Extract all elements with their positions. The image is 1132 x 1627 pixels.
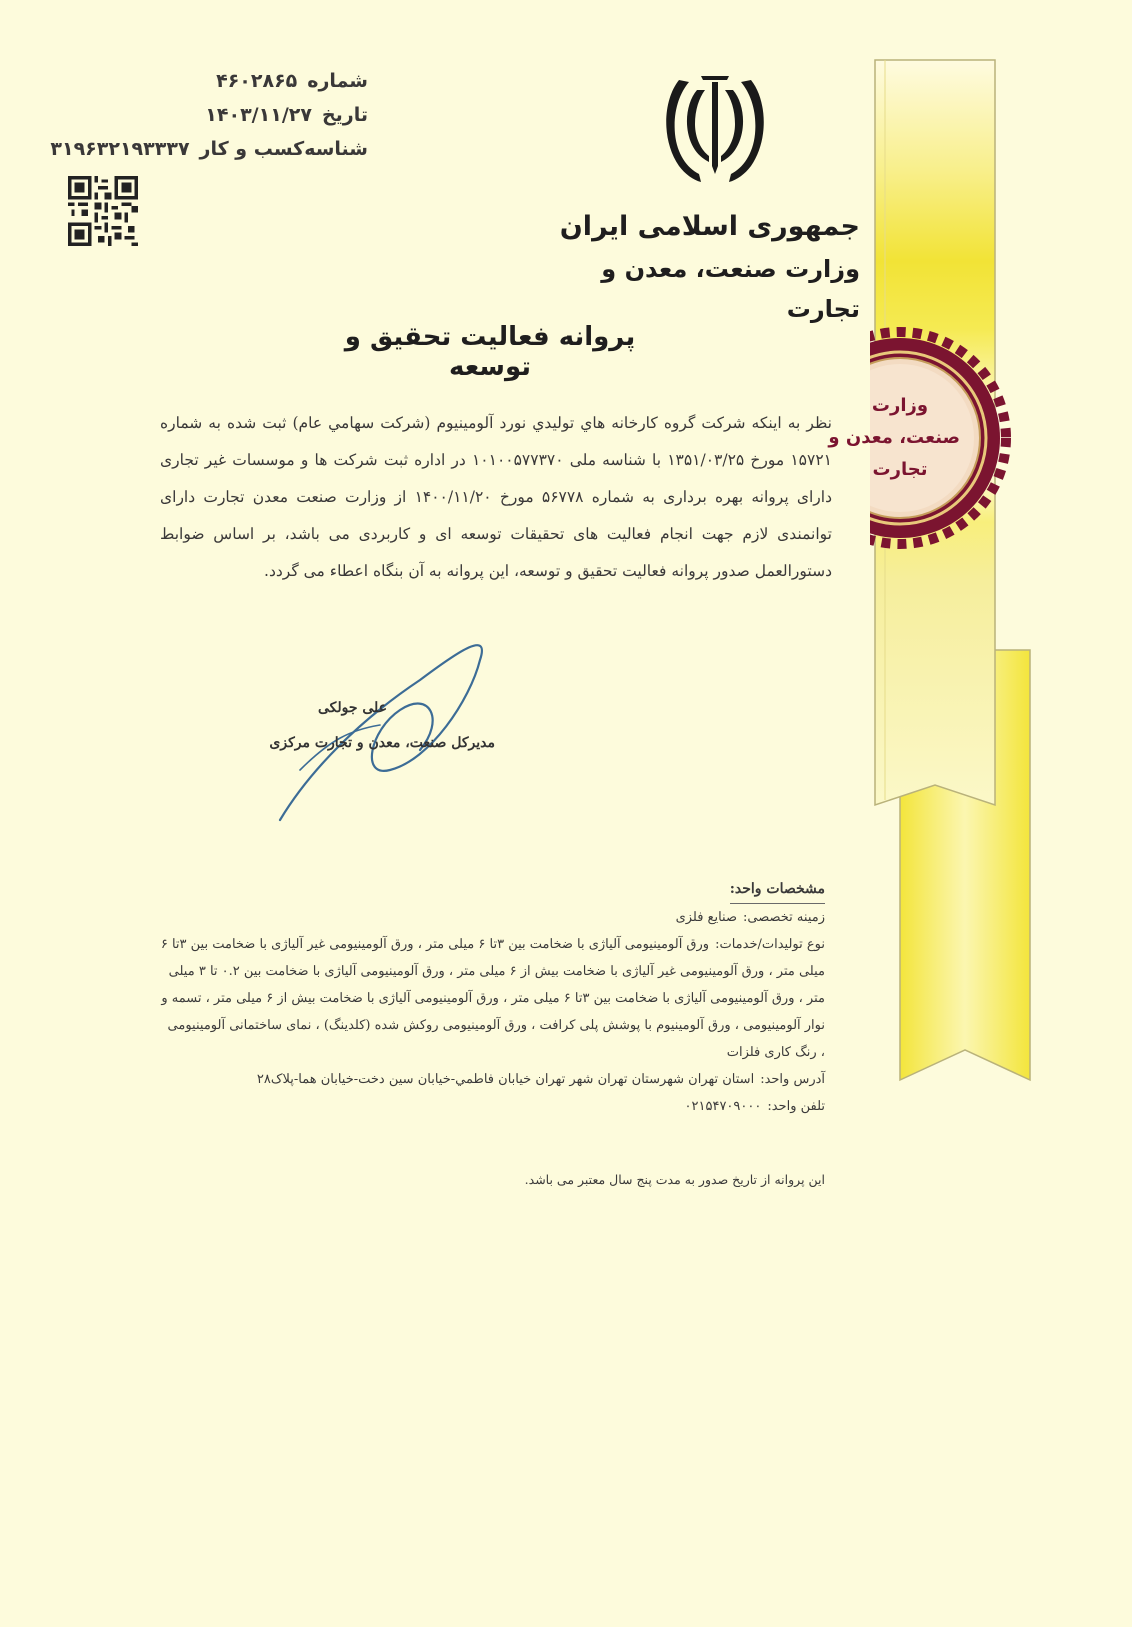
iran-emblem-icon — [655, 70, 775, 200]
meta-date — [48, 98, 368, 132]
number-label: شماره — [307, 70, 368, 92]
meta-number — [48, 64, 368, 98]
specs-heading: مشخصات واحد: — [730, 875, 825, 904]
unit-specifications — [160, 875, 825, 1120]
signature-stroke — [270, 620, 520, 830]
validity-note: این پروانه از تاریخ صدور به مدت پنج سال معتبر می باشد. — [524, 1172, 825, 1187]
country-name: جمهوری اسلامی ایران — [559, 211, 860, 242]
signatory-name: علی جولکی — [317, 700, 388, 716]
products-value: ورق آلومینیومی آلیاژی با ضخامت بین ۳تا ۶ میلی متر ، ورق آلومینیومی غیر آلیاژی با ضخامت بین ۳تا ۶ میلی متر ، ورق آلومینیومی غیر آلیاژی با ضخامت بیش از ۶ میلی متر ، ورق آلومینیومی آلیاژی با ضخامت بین ۰.۲ تا ۳ میلی متر ، ورق آلومینیومی آلیاژی با ضخامت بین ۳تا ۶ میلی متر ، ورق آلومینیومی آلیاژی با ضخامت بیش از ۶ میلی متر ، تسمه و نوار آلومینیومی ، ورق آلومینیوم با پوشش پلی کرافت ، ورق آلومینیومی روکش شده (کلدینگ) ، نمای ساختمانی آلومینیومی ، رنگ کاری فلزات — [160, 937, 825, 1060]
address-label: آدرس واحد: — [760, 1072, 825, 1087]
number-value: ۴۶۰۲۸۶۵ — [216, 70, 298, 92]
date-label: تاریخ — [321, 104, 368, 126]
spec-products — [160, 931, 825, 1066]
qr-code-icon — [68, 176, 138, 246]
document-meta — [48, 64, 368, 166]
spec-phone — [160, 1093, 825, 1120]
letterhead — [520, 205, 860, 329]
license-body: نظر به اینکه شرکت گروه کارخانه هاي توليدي نورد آلومينيوم (شرکت سهامي عام) ثبت شده به شماره ۱۵۷۲۱ مورخ ۱۳۵۱/۰۳/۲۵ با شناسه ملی ۱۰۱۰۰۵۷۷۳۷۰ در اداره ثبت شرکت ها و موسسات غیر تجاری دارای پروانه بهره برداری به شماره ۵۶۷۷۸ مورخ ۱۴۰۰/۱۱/۲۰ از وزارت صنعت معدن تجارت دارای توانمندی لازم جهت انجام فعالیت های تحقیقات توسعه ای و کاربردی می باشد، بر اساس ضوابط دستورالعمل صدور پروانه فعالیت تحقیق و توسعه، این پروانه به آن بنگاه اعطاء می گردد. — [160, 414, 832, 580]
meta-business-id — [48, 132, 368, 166]
field-value: صنایع فلزی — [675, 910, 738, 925]
business-id-value: ۳۱۹۶۳۲۱۹۳۳۳۷ — [50, 138, 190, 160]
products-label: نوع تولیدات/خدمات: — [715, 937, 825, 952]
spec-address — [160, 1066, 825, 1093]
phone-value: ۰۲۱۵۴۷۰۹۰۰۰ — [684, 1099, 762, 1114]
date-value: ۱۴۰۳/۱۱/۲۷ — [205, 104, 312, 126]
seal-line-3: تجارت — [872, 459, 928, 480]
document-title: پروانه فعالیت تحقیق و توسعه — [344, 322, 636, 382]
signatory-title: مدیرکل صنعت، معدن و تجارت مرکزی — [269, 735, 495, 751]
seal-line-1: وزارت — [871, 395, 929, 416]
field-label: زمینه تخصصی: — [743, 910, 825, 925]
ministry-name: وزارت صنعت، معدن و تجارت — [601, 255, 860, 323]
business-id-label: شناسه‌کسب و کار — [199, 138, 368, 160]
ribbon-seal — [870, 0, 1070, 1600]
spec-field — [160, 904, 825, 931]
seal-text — [828, 390, 960, 486]
phone-label: تلفن واحد: — [767, 1099, 825, 1114]
seal-line-2: صنعت، معدن و — [828, 427, 960, 448]
address-value: استان تهران شهرستان تهران شهر تهران خیابان فاطمي-خیابان سين دخت-خیابان هما-پلاک۲۸ — [256, 1072, 755, 1087]
